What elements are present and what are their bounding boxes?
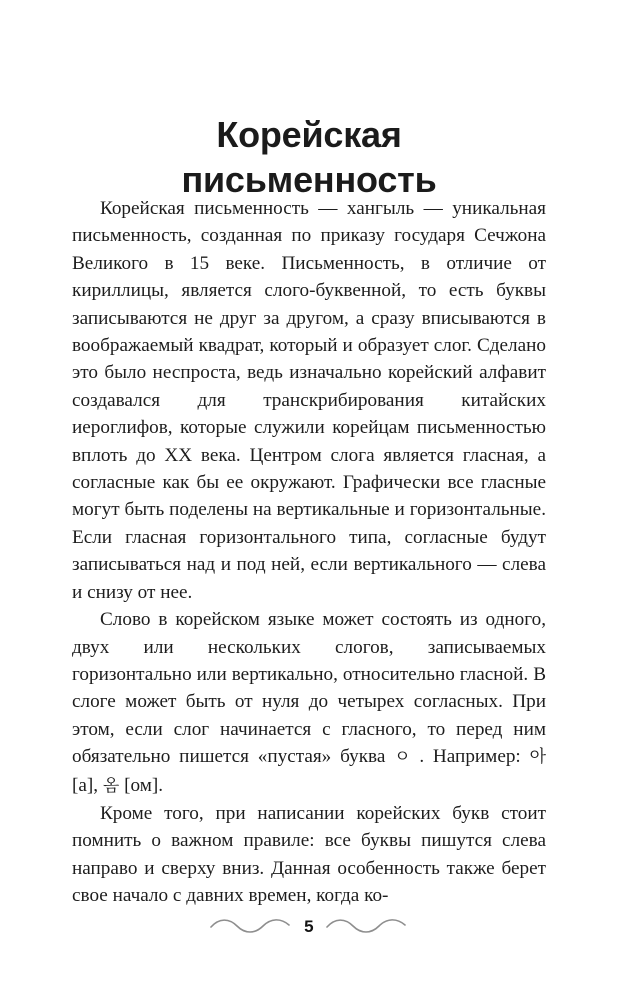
- hangul-syllable-om: 옴: [102, 775, 120, 796]
- wave-ornament-left-icon: [209, 918, 293, 934]
- page-title: [72, 112, 546, 202]
- page-number: 5: [304, 916, 314, 936]
- wave-ornament-right-icon: [325, 918, 409, 934]
- hangul-empty-letter-ieung: ㅇ: [394, 747, 411, 768]
- paragraph-2-text-after-om: [ом].: [119, 774, 164, 796]
- page-footer: [0, 908, 618, 944]
- paragraph-1: Корейская письменность — хангыль — уникальная письменность, созданная по приказу государя Сечжона Великого в 15 веке. Письменность, в отличие от кириллицы, является слого-буквенной, то есть буквы записываются не друг за другом, а сразу вписываются в воображаемый квадрат, который и образует слог. Сделано это было неспроста, ведь изначально корейский алфавит создавался для транскрибирования китайских иероглифов, которые служили корейцам письменностью вплоть до XX века. Центром слога является гласная, а согласные как бы ее окружают. Графически все гласные могут быть поделены на вертикальные и горизонтальные. Если гласная горизонтального типа, согласные будут записываться над и под ней, если вертикального — слева и снизу от нее.: [72, 198, 546, 603]
- paragraph-2: [72, 606, 546, 800]
- hangul-syllable-a: 아: [529, 747, 546, 768]
- body-text: [72, 195, 546, 910]
- paragraph-2-text-mid: . Например:: [410, 746, 530, 768]
- paragraph-2-text-after-a: [а],: [72, 774, 103, 796]
- page-title-line-1: Корейская: [216, 114, 402, 156]
- page-title-line-2: письменность: [181, 159, 437, 201]
- paragraph-3: Кроме того, при написании корейских букв стоит помнить о важном правиле: все буквы пишутся слева направо и сверху вниз. Данная особенность также берет свое начало с давних времен, когда ко-: [72, 802, 546, 907]
- paragraph-2-text-before-hangul: Слово в корейском языке может состоять из одного, двух или нескольких слогов, записываемых горизонтально или вертикально, относительно гласной. В слоге может быть от нуля до четырех согласных. При этом, если слог начинается с гласного, то перед ним обязательно пишется «пустая» буква: [72, 609, 546, 768]
